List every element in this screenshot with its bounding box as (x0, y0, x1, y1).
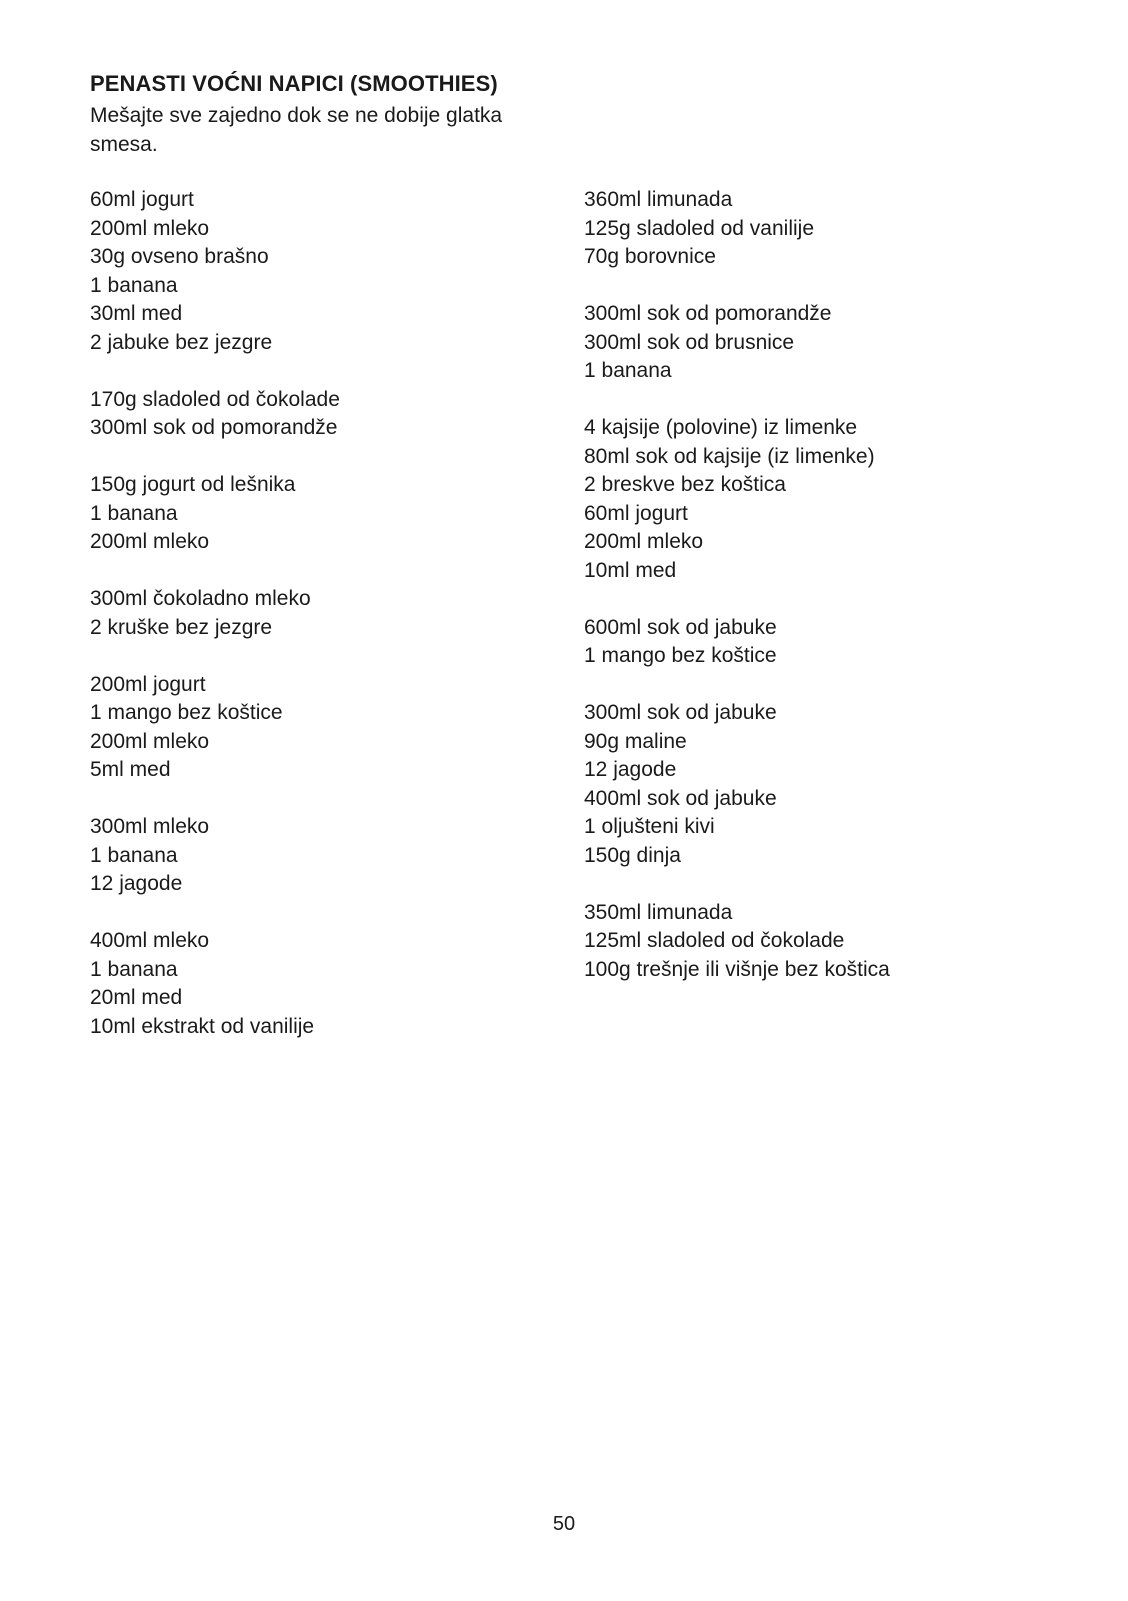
page-title: PENASTI VOĆNI NAPICI (SMOOTHIES) (90, 71, 498, 96)
ingredient-line: 12 jagode (90, 872, 183, 895)
ingredient-line: 20ml med (90, 986, 183, 1009)
ingredient-line: 60ml jogurt (90, 188, 194, 211)
ingredient-line: 350ml limunada (584, 900, 733, 924)
ingredient-line: 300ml sok od pomorandže (584, 302, 832, 325)
ingredient-line: 1 banana (90, 843, 178, 867)
recipe-block (90, 386, 340, 443)
ingredient-line: 150g jogurt od lešnika (90, 473, 296, 496)
ingredient-line: 200ml mleko (90, 729, 210, 753)
ingredient-line: 200ml mleko (90, 530, 210, 553)
recipe-block (584, 414, 890, 585)
ingredient-line: 1 banana (584, 359, 672, 382)
ingredient-line: 30g ovseno brašno (90, 245, 269, 268)
recipe-block (584, 186, 890, 272)
ingredient-line: 200ml jogurt (90, 672, 206, 696)
ingredient-line: 150g dinja (584, 843, 681, 867)
ingredient-line: 4 kajsije (polovine) iz limenke (584, 416, 858, 439)
ingredient-line: 300ml mleko (90, 815, 210, 838)
recipe-block (90, 585, 340, 642)
recipe-block (584, 899, 890, 985)
ingredient-line: 90g maline (584, 729, 687, 753)
recipe-block (584, 699, 890, 870)
ingredient-line: 1 banana (90, 957, 178, 981)
ingredient-line: 70g borovnice (584, 245, 716, 268)
ingredient-line: 1 banana (90, 273, 178, 297)
right-column (584, 186, 890, 1013)
ingredient-line: 100g trešnje ili višnje bez koštica (584, 957, 890, 981)
left-column (90, 186, 340, 1070)
ingredient-line: 1 oljušteni kivi (584, 815, 715, 838)
recipe-block (584, 614, 890, 671)
ingredient-line: 300ml sok od pomorandže (90, 416, 338, 439)
ingredient-line: 600ml sok od jabuke (584, 615, 777, 639)
ingredient-line: 300ml sok od brusnice (584, 330, 795, 354)
ingredient-line: 200ml mleko (90, 216, 210, 240)
ingredient-line: 125g sladoled od vanilije (584, 216, 815, 240)
ingredient-line: 300ml sok od jabuke (584, 701, 777, 724)
ingredient-line: 1 banana (90, 501, 178, 525)
ingredient-line: 300ml čokoladno mleko (90, 587, 311, 610)
ingredient-line: 2 kruške bez jezgre (90, 615, 273, 639)
ingredient-line: 60ml jogurt (584, 501, 688, 525)
ingredient-line: 125ml sladoled od čokolade (584, 929, 845, 952)
ingredient-line: 1 mango bez koštice (584, 644, 777, 667)
intro-text: Mešajte sve zajedno dok se ne dobije glatka smesa. (90, 104, 503, 156)
ingredient-line: 1 mango bez koštice (90, 701, 283, 724)
ingredient-line: 400ml sok od jabuke (584, 786, 777, 810)
recipe-block (90, 471, 340, 557)
recipe-block (584, 300, 890, 386)
ingredient-line: 170g sladoled od čokolade (90, 387, 340, 411)
ingredient-line: 200ml mleko (584, 530, 704, 553)
ingredient-line: 10ml med (584, 558, 677, 582)
ingredient-line: 30ml med (90, 302, 183, 325)
ingredient-line: 10ml ekstrakt od vanilije (90, 1014, 315, 1038)
recipe-block (90, 927, 340, 1041)
recipe-block (90, 186, 340, 357)
ingredient-line: 2 jabuke bez jezgre (90, 330, 273, 354)
page-number: 50 (552, 1513, 576, 1535)
ingredient-line: 360ml limunada (584, 188, 733, 211)
recipe-block (90, 671, 340, 785)
ingredient-line: 12 jagode (584, 758, 677, 781)
ingredient-line: 80ml sok od kajsije (iz limenke) (584, 444, 875, 468)
ingredient-line: 400ml mleko (90, 929, 210, 952)
ingredient-line: 5ml med (90, 758, 171, 781)
ingredient-line: 2 breskve bez koštica (584, 473, 786, 496)
recipe-block (90, 813, 340, 899)
